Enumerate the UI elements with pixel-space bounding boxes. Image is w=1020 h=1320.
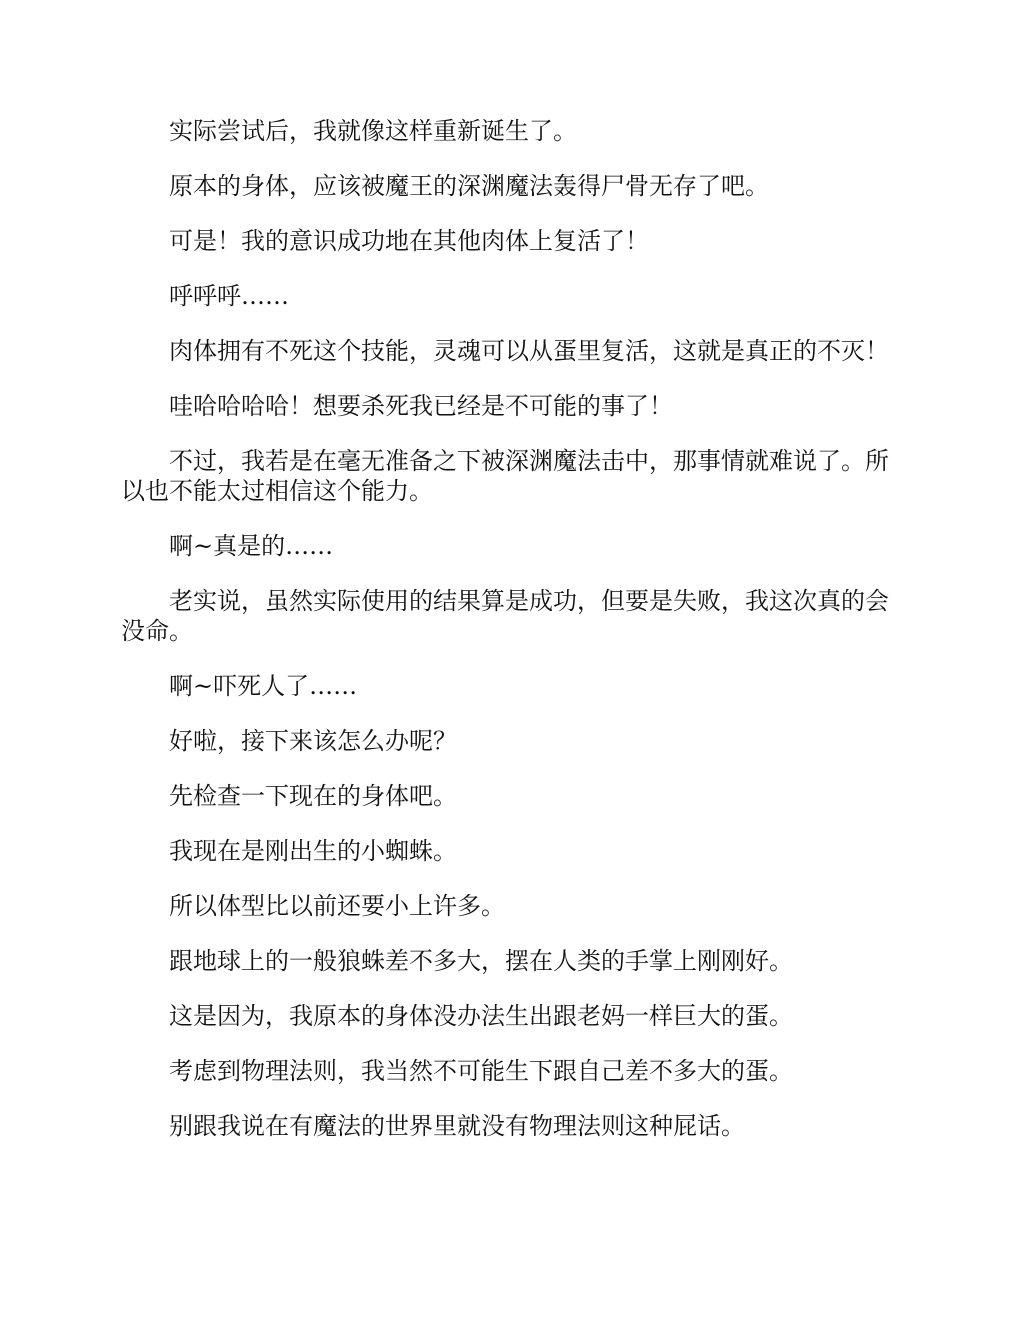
paragraph-14: 所以体型比以前还要小上许多。 xyxy=(169,892,505,920)
paragraph-2: 原本的身体，应该被魔王的深渊魔法轰得尸骨无存了吧。 xyxy=(169,172,769,200)
paragraph-12: 先检查一下现在的身体吧。 xyxy=(169,782,457,810)
paragraph-17: 考虑到物理法则，我当然不可能生下跟自己差不多大的蛋。 xyxy=(169,1057,793,1085)
paragraph-6: 哇哈哈哈哈！想要杀死我已经是不可能的事了！ xyxy=(169,392,673,420)
paragraph-13: 我现在是刚出生的小蜘蛛。 xyxy=(169,837,457,865)
paragraph-7: 不过，我若是在毫无准备之下被深渊魔法击中，那事情就难说了。所以也不能太过相信这个能力。 xyxy=(121,447,889,505)
paragraph-3: 可是！我的意识成功地在其他肉体上复活了！ xyxy=(169,227,649,255)
paragraph-11: 好啦，接下来该怎么办呢？ xyxy=(169,727,457,755)
paragraph-18: 别跟我说在有魔法的世界里就没有物理法则这种屁话。 xyxy=(169,1112,745,1140)
paragraph-16: 这是因为，我原本的身体没办法生出跟老妈一样巨大的蛋。 xyxy=(169,1002,793,1030)
paragraph-15: 跟地球上的一般狼蛛差不多大，摆在人类的手掌上刚刚好。 xyxy=(169,947,793,975)
paragraph-1: 实际尝试后，我就像这样重新诞生了。 xyxy=(169,117,577,145)
paragraph-9: 老实说，虽然实际使用的结果算是成功，但要是失败，我这次真的会没命。 xyxy=(121,587,889,645)
paragraph-10: 啊~吓死人了…… xyxy=(169,672,358,700)
paragraph-5: 肉体拥有不死这个技能，灵魂可以从蛋里复活，这就是真正的不灭！ xyxy=(169,337,889,365)
paragraph-4: 呼呼呼…… xyxy=(169,282,289,310)
document-page xyxy=(121,116,901,1166)
paragraph-8: 啊~真是的…… xyxy=(169,532,334,560)
